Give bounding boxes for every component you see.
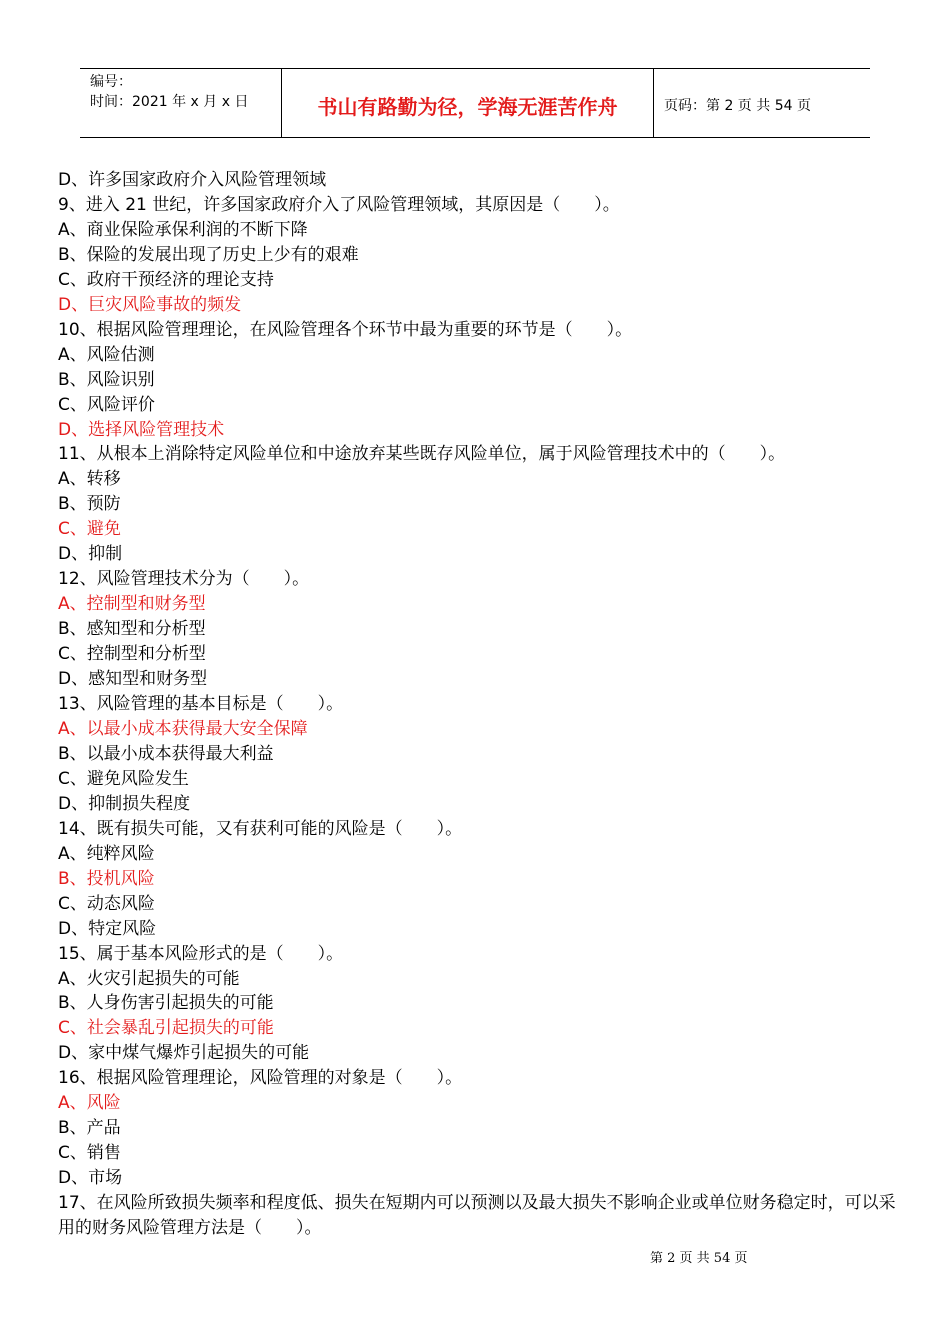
text-line: B、预防 — [58, 494, 121, 515]
text-line: B、风险识别 — [58, 369, 155, 390]
text-line: 12、风险管理技术分为（ ）。 — [58, 569, 310, 590]
text-line: C、避免风险发生 — [58, 768, 189, 789]
text-line: C、控制型和分析型 — [58, 644, 206, 665]
text-line: A、商业保险承保利润的不断下降 — [58, 219, 308, 240]
number-label: 编号： — [90, 74, 132, 90]
answer-option: D、巨灾风险事故的频发 — [58, 294, 242, 315]
text-line: A、风险估测 — [58, 344, 155, 365]
answer-option: A、控制型和财务型 — [58, 594, 206, 615]
text-line: D、抑制 — [58, 544, 123, 565]
text-line: D、市场 — [58, 1168, 123, 1189]
header-page-label: 页码：第 2 页 共 54 页 — [664, 98, 811, 114]
text-line: B、以最小成本获得最大利益 — [58, 743, 274, 764]
text-line: D、许多国家政府介入风险管理领域 — [58, 170, 327, 190]
answer-option: A、风险 — [58, 1093, 121, 1114]
text-line: D、特定风险 — [58, 918, 157, 939]
text-line: C、销售 — [58, 1143, 121, 1164]
header-motto: 书山有路勤为径，学海无涯苦作舟 — [281, 69, 654, 137]
text-line: C、风险评价 — [58, 394, 155, 415]
page-footer: 第 2 页 共 54 页 — [650, 1251, 748, 1266]
text-line: A、纯粹风险 — [58, 843, 155, 864]
answer-option: C、避免 — [58, 519, 121, 540]
answer-option: C、社会暴乱引起损失的可能 — [58, 1018, 274, 1039]
date-label: 时间：2021 年 x 月 x 日 — [90, 94, 249, 110]
text-line: B、产品 — [58, 1118, 121, 1139]
text-line: D、感知型和财务型 — [58, 669, 208, 690]
answer-option: B、投机风险 — [58, 868, 155, 889]
question-list — [58, 168, 898, 1241]
text-line: 17、在风险所致损失频率和程度低、损失在短期内可以预测以及最大损失不影响企业或单位财务稳定时，可以采用的财务风险管理方法是（ ）。 — [58, 1193, 896, 1239]
text-line: 9、进入 21 世纪，许多国家政府介入了风险管理领域，其原因是（ ）。 — [58, 194, 620, 215]
text-line: C、政府干预经济的理论支持 — [58, 269, 274, 290]
text-line: C、动态风险 — [58, 893, 155, 914]
answer-option: D、选择风险管理技术 — [58, 419, 225, 440]
text-line: 11、从根本上消除特定风险单位和中途放弃某些既存风险单位，属于风险管理技术中的（ ）。 — [58, 444, 786, 465]
text-line: 16、根据风险管理理论，风险管理的对象是（ ）。 — [58, 1068, 463, 1089]
text-line: B、保险的发展出现了历史上少有的艰难 — [58, 244, 359, 265]
text-line: B、人身伤害引起损失的可能 — [58, 993, 274, 1014]
text-line: 10、根据风险管理理论，在风险管理各个环节中最为重要的环节是（ ）。 — [58, 319, 633, 340]
page-header — [80, 68, 870, 138]
text-line: 14、既有损失可能，又有获利可能的风险是（ ）。 — [58, 818, 463, 839]
text-line: D、抑制损失程度 — [58, 793, 191, 814]
text-line: B、感知型和分析型 — [58, 619, 206, 640]
text-line: A、转移 — [58, 469, 121, 490]
text-line: 15、属于基本风险形式的是（ ）。 — [58, 943, 344, 964]
text-line: 13、风险管理的基本目标是（ ）。 — [58, 694, 344, 715]
answer-option: A、以最小成本获得最大安全保障 — [58, 718, 308, 739]
text-line: A、火灾引起损失的可能 — [58, 968, 240, 989]
text-line: D、家中煤气爆炸引起损失的可能 — [58, 1043, 310, 1064]
header-meta — [80, 69, 281, 137]
